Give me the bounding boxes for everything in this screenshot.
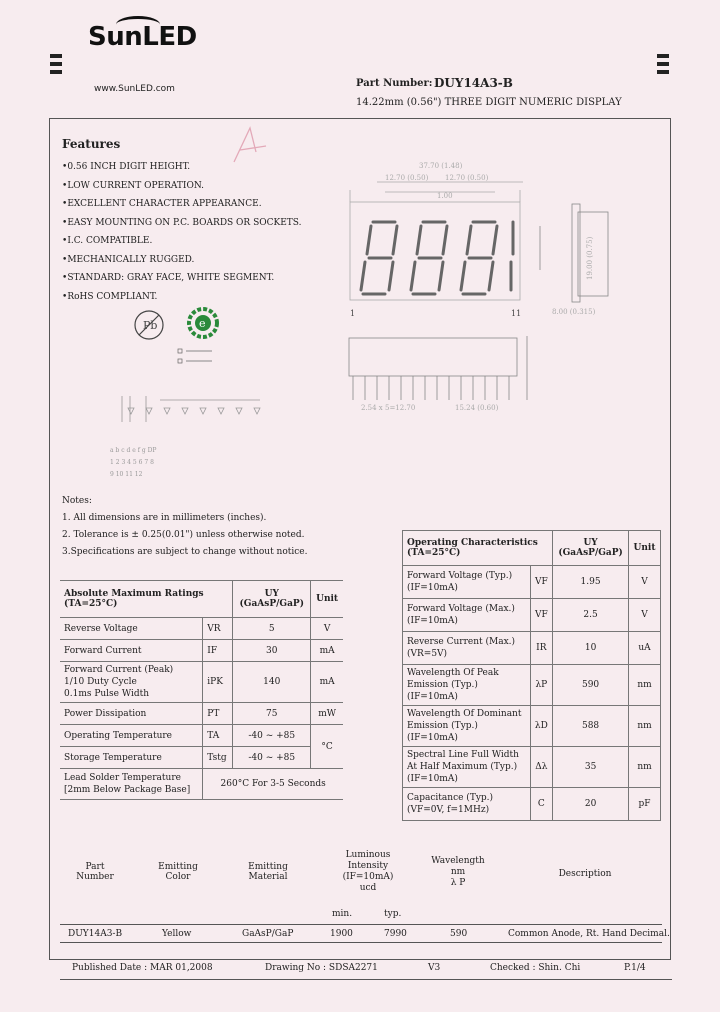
opc-cond: (IF=10mA) bbox=[407, 733, 458, 743]
feature-item: • RoHS COMPLIANT. bbox=[62, 288, 302, 307]
feature-item: • 0.56 INCH DIGIT HEIGHT. bbox=[62, 158, 302, 177]
amr-param: Operating Temperature bbox=[60, 725, 203, 747]
amr-value: 140 bbox=[233, 662, 311, 703]
divider bbox=[60, 942, 662, 943]
opc-cond: Emission (Typ.) bbox=[407, 721, 478, 731]
table-row bbox=[403, 665, 661, 706]
feature-item: • MECHANICALLY RUGGED. bbox=[62, 251, 302, 270]
amr-param: Lead Solder Temperature bbox=[64, 773, 181, 783]
footer-divider bbox=[60, 979, 672, 980]
amr-param-sub: 1/10 Duty Cycle bbox=[64, 677, 137, 687]
opc-col-material: (GaAsP/GaP) bbox=[558, 548, 623, 558]
opc-param: Wavelength Of Dominant bbox=[407, 709, 522, 719]
amr-value: -40 ~ +85 bbox=[233, 747, 311, 769]
opc-symbol: λD bbox=[530, 706, 553, 747]
table-row bbox=[60, 703, 343, 725]
part-number: DUY14A3-B bbox=[434, 76, 513, 90]
svg-text:1 2 3 4 5 6 7 8: 1 2 3 4 5 6 7 8 bbox=[110, 459, 154, 466]
sunled-logo: SunLED bbox=[88, 22, 197, 52]
drawing-number: Drawing No : SDSA2271 bbox=[265, 963, 378, 973]
svg-text:e: e bbox=[199, 317, 206, 330]
opc-cond: (IF=10mA) bbox=[407, 692, 458, 702]
amr-symbol: iPK bbox=[203, 662, 233, 703]
amr-unit: mA bbox=[311, 662, 343, 703]
sel-typ-label: typ. bbox=[384, 909, 402, 919]
opc-symbol: Δλ bbox=[530, 747, 553, 788]
opc-unit: pF bbox=[629, 788, 661, 821]
display-front-view bbox=[345, 160, 535, 320]
opc-title: Operating Characteristics bbox=[407, 538, 538, 548]
svg-text:19.00 (0.75): 19.00 (0.75) bbox=[586, 236, 594, 280]
amr-unit: V bbox=[311, 618, 343, 640]
table-row bbox=[60, 662, 343, 703]
feature-item: • I.C. COMPATIBLE. bbox=[62, 232, 302, 251]
svg-text:8.00 (0.315): 8.00 (0.315) bbox=[552, 308, 596, 316]
table-row bbox=[60, 640, 343, 662]
sel-col-wl-l1: Wavelength bbox=[431, 856, 485, 866]
amr-param: Forward Current (Peak) bbox=[64, 665, 174, 675]
sel-col-color-l1: Emitting bbox=[158, 862, 198, 872]
part-number-label: Part Number: bbox=[356, 78, 433, 89]
sel-wavelength: 590 bbox=[450, 929, 468, 939]
opc-unit: nm bbox=[629, 706, 661, 747]
opc-value: 20 bbox=[553, 788, 629, 821]
opc-param: Forward Voltage (Typ.) bbox=[407, 571, 513, 581]
svg-text:12.70 (0.50): 12.70 (0.50) bbox=[385, 174, 429, 182]
opc-symbol: λP bbox=[530, 665, 553, 706]
table-row bbox=[403, 706, 661, 747]
table-header-row bbox=[60, 581, 343, 618]
svg-text:37.70 (1.48): 37.70 (1.48) bbox=[419, 162, 463, 170]
notes-block bbox=[62, 493, 308, 561]
pin-11-label: 11 bbox=[511, 309, 522, 318]
amr-value: 5 bbox=[233, 618, 311, 640]
opc-symbol: IR bbox=[530, 632, 553, 665]
sel-col-wl-l3: λ P bbox=[450, 878, 466, 888]
pb-free-icon bbox=[132, 308, 166, 342]
opc-unit: uA bbox=[629, 632, 661, 665]
table-row bbox=[403, 632, 661, 665]
pin-1-label: 1 bbox=[350, 309, 356, 318]
feature-item: • STANDARD: GRAY FACE, WHITE SEGMENT. bbox=[62, 269, 302, 288]
sel-col-wavelength bbox=[430, 856, 486, 889]
opc-param: Capacitance (Typ.) bbox=[407, 793, 494, 803]
sel-material: GaAsP/GaP bbox=[242, 929, 294, 939]
opc-symbol: VF bbox=[530, 599, 553, 632]
amr-param: Reverse Voltage bbox=[60, 618, 203, 640]
amr-unit: mW bbox=[311, 703, 343, 725]
amr-param: Forward Current bbox=[60, 640, 203, 662]
opc-cond: (VR=5V) bbox=[407, 649, 448, 659]
absolute-max-ratings-table bbox=[60, 580, 343, 800]
sel-col-material-l2: Material bbox=[248, 872, 288, 882]
opc-value: 2.5 bbox=[553, 599, 629, 632]
sel-typ: 7990 bbox=[384, 929, 407, 939]
opc-title-cond: (TA=25°C) bbox=[407, 548, 461, 558]
sel-col-wl-l2: nm bbox=[450, 867, 466, 877]
amr-title: Absolute Maximum Ratings bbox=[64, 589, 204, 599]
amr-symbol: TA bbox=[203, 725, 233, 747]
circuit-diagram bbox=[100, 392, 270, 482]
opc-value: 10 bbox=[553, 632, 629, 665]
opc-symbol: C bbox=[530, 788, 553, 821]
opc-col-unit: Unit bbox=[629, 531, 661, 566]
features-list bbox=[62, 158, 302, 306]
feature-item: • EASY MOUNTING ON P.C. BOARDS OR SOCKETS. bbox=[62, 214, 302, 233]
rohs-marking-icon bbox=[176, 346, 216, 370]
opc-param: Reverse Current (Max.) bbox=[407, 637, 516, 647]
sel-col-material-l1: Emitting bbox=[248, 862, 288, 872]
display-side-view bbox=[538, 190, 618, 325]
amr-param: Storage Temperature bbox=[60, 747, 203, 769]
amr-unit: mA bbox=[311, 640, 343, 662]
opc-cond: (IF=10mA) bbox=[407, 616, 458, 626]
opc-cond: (IF=10mA) bbox=[407, 774, 458, 784]
amr-value: -40 ~ +85 bbox=[233, 725, 311, 747]
sel-part: DUY14A3-B bbox=[68, 929, 123, 939]
notes-title: Notes: bbox=[62, 496, 92, 506]
page-number: P.1/4 bbox=[624, 963, 646, 973]
left-bars-icon bbox=[50, 54, 62, 74]
amr-param-sub: 0.1ms Pulse Width bbox=[64, 689, 150, 699]
amr-symbol: Tstg bbox=[203, 747, 233, 769]
feature-item: • LOW CURRENT OPERATION. bbox=[62, 177, 302, 196]
display-bottom-view bbox=[345, 330, 545, 415]
opc-cond: Emission (Typ.) bbox=[407, 680, 478, 690]
note-item: 1. All dimensions are in millimeters (inches). bbox=[62, 513, 267, 523]
amr-col-uy: UY bbox=[264, 589, 279, 599]
version: V3 bbox=[428, 963, 441, 973]
rohs-e-icon bbox=[186, 306, 220, 340]
sel-col-material bbox=[238, 862, 298, 882]
table-row bbox=[60, 725, 343, 747]
table-row bbox=[60, 618, 343, 640]
table-row bbox=[403, 788, 661, 821]
opc-param: Forward Voltage (Max.) bbox=[407, 604, 515, 614]
opc-col-uy: UY bbox=[583, 538, 598, 548]
operating-characteristics-table bbox=[402, 530, 661, 821]
opc-param: Spectral Line Full Width bbox=[407, 750, 519, 760]
note-item: 3.Specifications are subject to change without notice. bbox=[62, 547, 308, 557]
features-title: Features bbox=[62, 137, 121, 151]
opc-value: 35 bbox=[553, 747, 629, 788]
table-row bbox=[403, 566, 661, 599]
website-url[interactable]: www.SunLED.com bbox=[94, 84, 175, 94]
sel-min: 1900 bbox=[330, 929, 353, 939]
sel-col-part bbox=[70, 862, 120, 882]
opc-value: 590 bbox=[553, 665, 629, 706]
svg-text:9 10 11 12: 9 10 11 12 bbox=[110, 471, 143, 478]
note-item: 2. Tolerance is ± 0.25(0.01") unless otherwise noted. bbox=[62, 530, 305, 540]
sel-col-part-l2: Number bbox=[76, 872, 114, 882]
opc-value: 1.95 bbox=[553, 566, 629, 599]
amr-col-material: (GaAsP/GaP) bbox=[239, 599, 304, 609]
opc-unit: nm bbox=[629, 747, 661, 788]
logo-watermark-icon bbox=[226, 120, 276, 170]
sel-col-lum-l3: (IF=10mA) bbox=[342, 872, 394, 882]
feature-item: • EXCELLENT CHARACTER APPEARANCE. bbox=[62, 195, 302, 214]
divider bbox=[60, 924, 662, 925]
opc-cond: (VF=0V, f=1MHz) bbox=[407, 805, 490, 815]
sel-col-description: Description bbox=[558, 869, 612, 879]
amr-param-sub: [2mm Below Package Base] bbox=[64, 785, 191, 795]
sel-col-lum-l2: Intensity bbox=[347, 861, 389, 871]
table-header-row bbox=[403, 531, 661, 566]
amr-symbol: PT bbox=[203, 703, 233, 725]
published-date: Published Date : MAR 01,2008 bbox=[72, 963, 213, 973]
amr-value: 30 bbox=[233, 640, 311, 662]
product-subtitle: 14.22mm (0.56") THREE DIGIT NUMERIC DISPLAY bbox=[356, 97, 622, 108]
opc-cond: At Half Maximum (Typ.) bbox=[407, 762, 518, 772]
table-row bbox=[403, 747, 661, 788]
checked-by: Checked : Shin. Chi bbox=[490, 963, 581, 973]
table-row bbox=[403, 599, 661, 632]
amr-symbol: VR bbox=[203, 618, 233, 640]
opc-value: 588 bbox=[553, 706, 629, 747]
svg-text:Pb: Pb bbox=[143, 319, 158, 332]
sel-col-color bbox=[150, 862, 206, 882]
opc-unit: V bbox=[629, 566, 661, 599]
amr-value: 75 bbox=[233, 703, 311, 725]
amr-unit: °C bbox=[311, 725, 343, 769]
opc-symbol: VF bbox=[530, 566, 553, 599]
amr-col-unit: Unit bbox=[311, 581, 343, 618]
right-bars-icon bbox=[657, 54, 669, 74]
amr-value: 260°C For 3-5 Seconds bbox=[203, 769, 343, 800]
table-row bbox=[60, 747, 343, 769]
opc-unit: nm bbox=[629, 665, 661, 706]
sel-col-color-l2: Color bbox=[165, 872, 191, 882]
sel-description: Common Anode, Rt. Hand Decimal. bbox=[508, 929, 670, 939]
svg-text:a b c d e f g DP: a b c d e f g DP bbox=[110, 447, 157, 454]
opc-unit: V bbox=[629, 599, 661, 632]
svg-text:2.54 x 5=12.70: 2.54 x 5=12.70 bbox=[361, 404, 416, 412]
opc-param: Wavelength Of Peak bbox=[407, 668, 499, 678]
sel-col-luminous bbox=[338, 850, 398, 894]
table-row bbox=[60, 769, 343, 800]
sel-col-lum-l4: ucd bbox=[359, 883, 377, 893]
svg-text:12.70 (0.50): 12.70 (0.50) bbox=[445, 174, 489, 182]
svg-text:1.00: 1.00 bbox=[437, 192, 453, 200]
sel-col-part-l1: Part bbox=[85, 862, 105, 872]
amr-param: Power Dissipation bbox=[60, 703, 203, 725]
svg-text:15.24 (0.60): 15.24 (0.60) bbox=[455, 404, 499, 412]
sel-col-lum-l1: Luminous bbox=[345, 850, 391, 860]
amr-symbol: IF bbox=[203, 640, 233, 662]
amr-title-cond: (TA=25°C) bbox=[64, 599, 118, 609]
sel-color: Yellow bbox=[162, 929, 192, 939]
sel-min-label: min. bbox=[332, 909, 353, 919]
opc-cond: (IF=10mA) bbox=[407, 583, 458, 593]
